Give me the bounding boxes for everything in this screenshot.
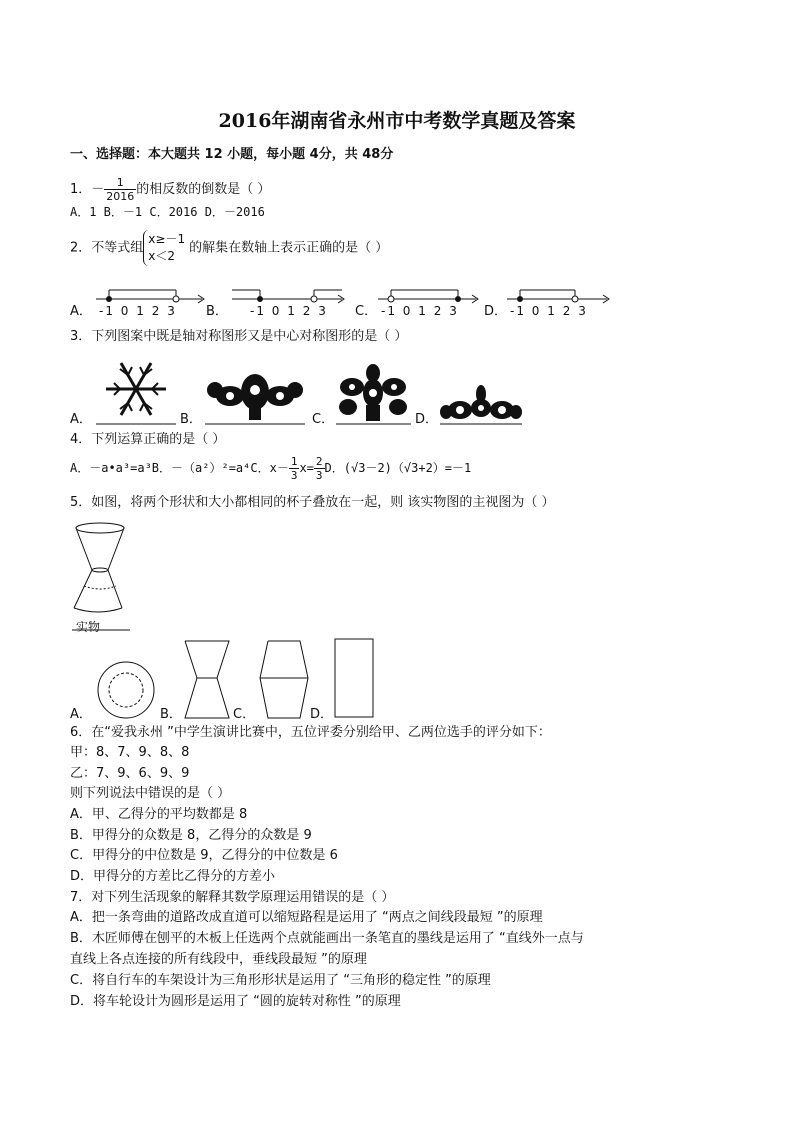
question-5: 5．如图，将两个形状和大小都相同的杯子叠放在一起，则 该实物图的主视图为（ ） [70,495,555,510]
frac-num: 2 [315,455,323,468]
tick: 2 [433,304,444,318]
q4-options [70,455,471,482]
q4-opt-abc: A．－a•a³=a³B．－（a²）²=a⁴C．x－ [70,461,289,475]
q6-option-a: A．甲、乙得分的平均数都是 8 [70,807,248,822]
tick: 0 [402,304,413,318]
q6-ask: 则下列说法中错误的是（ ） [70,786,231,801]
q5-label-a: A． [70,707,92,722]
q1-fraction [104,176,136,203]
q4-opt-d: D．( [324,461,351,475]
tick: -1 [510,304,526,318]
q3-label-d: D． [415,412,439,427]
q7-option-c: C．将自行车的车架设计为三角形形状是运用了 “三角形的稳定性 ”的原理 [70,973,491,988]
ineq-2: x＜2 [148,249,176,263]
floral-pattern-b [205,370,305,426]
q3-label-b: B． [180,412,202,427]
q6-option-b: B．甲得分的众数是 8，乙得分的众数是 9 [70,828,312,843]
question-7: 7．对下列生活现象的解释其数学原理运用错误的是（ ） [70,890,395,905]
q5-label-c: C． [233,707,256,722]
figure-caption: 实物 [76,620,101,634]
tick: 0 [271,304,282,318]
tick: 2 [562,304,573,318]
q3-label-a: A． [70,412,92,427]
q3-label-c: C． [312,412,335,427]
tick: 2 [151,304,162,318]
floral-pattern-d [440,384,522,426]
tick: 0 [531,304,542,318]
q7-option-b-line1: B．木匠师傅在刨平的木板上任选两个点就能画出一条笔直的墨线是运用了 “直线外一点与 [70,931,584,946]
q2-label-d: D． [484,304,508,319]
q4-mid: x= [299,461,314,475]
scores-jia: 甲：8、7、9、8、8 [70,745,190,760]
inequality-system [143,230,189,266]
snowflake-pattern [96,356,176,426]
ticks-a [99,304,177,318]
q4-frac-1 [289,455,300,482]
option-a-rings [96,660,156,720]
option-c-hexagon [258,640,310,720]
tick: -1 [99,304,115,318]
tick: -1 [381,304,397,318]
q5-label-d: D． [310,707,334,722]
frac-den: 3 [290,469,298,482]
frac-den: 3 [315,469,323,482]
question-2 [70,230,388,266]
q2-label-c: C． [355,304,378,319]
q7-option-d: D．将车轮设计为圆形是运用了 “圆的旋转对称性 ”的原理 [70,994,401,1009]
tick: 3 [318,304,328,318]
tick: 2 [302,304,313,318]
question-4: 4．下列运算正确的是（ ） [70,432,226,447]
q1-frac-den: 2016 [106,190,135,203]
q7-option-a: A．把一条弯曲的道路改成直道可以缩短路程是运用了 “两点之间线段最短 ”的原理 [70,910,543,925]
q2-label-b: B． [206,304,228,319]
q6-option-d: D．甲得分的方差比乙得分的方差小 [70,869,276,884]
sqrt-3: √3 [350,461,366,475]
section-heading: 一、选择题：本大题共 12 小题，每小题 4分，共 48分 [70,147,394,162]
option-b-hourglass [183,640,231,720]
q2-suffix: 的解集在数轴上表示正确的是（ ） [189,240,389,256]
frac-num: 1 [290,455,298,468]
q5-label-b: B． [160,707,182,722]
q1-prefix: 1．－ [70,182,105,197]
q1-options: A．1 B．－1 C．2016 D．－2016 [70,205,265,219]
q7-option-b-line2: 直线上各点连接的所有线段中，垂线段最短 ”的原理 [70,952,367,967]
q1-suffix: 的相反数的倒数是（ ） [136,182,271,197]
question-6: 6．在“爱我永州 ”中学生演讲比赛中，五位评委分别给甲、乙两位选手的评分如下： [70,725,551,740]
tick: -1 [250,304,266,318]
question-1 [70,176,270,203]
sqrt-3: √3 [403,461,419,475]
floral-pattern-c [336,363,411,426]
q6-option-c: C．甲得分的中位数是 9，乙得分的中位数是 6 [70,848,338,863]
ticks-d [510,304,588,318]
tick: 1 [287,304,297,318]
tick: 0 [120,304,131,318]
q4-opt-d3: +2）=－1 [418,461,472,475]
ticks-b [250,304,328,318]
q4-frac-2 [314,455,325,482]
ineq-1: x≥－1 [148,232,186,246]
tick: 1 [547,304,557,318]
tick: 1 [418,304,428,318]
q1-frac-num: 1 [104,176,136,190]
tick: 3 [578,304,588,318]
q2-prefix: 2．不等式组 [70,240,144,256]
ticks-c [381,304,459,318]
option-d-rectangle [334,638,376,720]
tick: 1 [136,304,146,318]
page-title: 2016年湖南省永州市中考数学真题及答案 [218,110,576,132]
tick: 3 [167,304,177,318]
q2-label-a: A． [70,304,92,319]
q4-opt-d2: －2)（ [365,461,404,475]
question-3: 3．下列图案中既是轴对称图形又是中心对称图形的是（ ） [70,329,408,344]
scores-yi: 乙：7、9、6、9、9 [70,766,190,781]
tick: 3 [449,304,459,318]
